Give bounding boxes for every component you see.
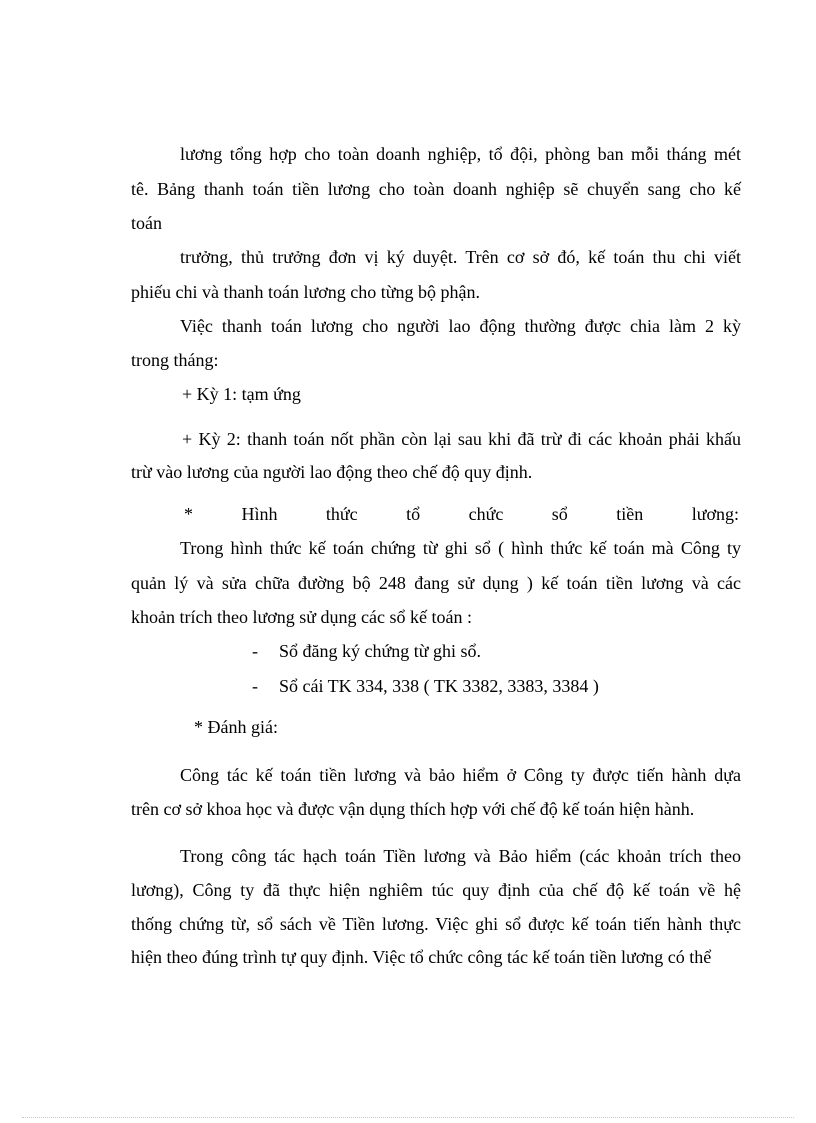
- text-line: Việc thanh toán lương cho người lao động thường được chia làm 2 kỳ: [180, 316, 741, 336]
- text-line: toán: [131, 213, 162, 233]
- text-line: lương), Công ty đã thực hiện nghiêm túc quy định của chế độ kế toán về hệ: [131, 880, 741, 900]
- text-line: trong tháng:: [131, 350, 219, 370]
- text-line: + Kỳ 1: tạm ứng: [182, 384, 301, 404]
- text-line: thống chứng từ, sổ sách về Tiền lương. Việc ghi sổ được kế toán tiến hành thực: [131, 914, 741, 934]
- text-line: trên cơ sở khoa học và được vận dụng thích hợp với chế độ kế toán hiện hành.: [131, 799, 695, 819]
- text-line: trưởng, thủ trưởng đơn vị ký duyệt. Trên cơ sở đó, kế toán thu chi viết: [180, 247, 741, 267]
- text-line: quản lý và sửa chữa đường bộ 248 đang sử dụng ) kế toán tiền lương và các: [131, 573, 741, 593]
- text-line: trừ vào lương của người lao động theo chế độ quy định.: [131, 462, 533, 482]
- text-line: Trong công tác hạch toán Tiền lương và Bảo hiểm (các khoản trích theo: [180, 846, 741, 866]
- list-item: Sổ đăng ký chứng từ ghi sổ.: [279, 641, 482, 661]
- section-heading: * Hình thức tổ chức sổ tiền lương:: [184, 504, 739, 524]
- text-line: khoản trích theo lương sử dụng các sổ kế toán :: [131, 607, 472, 627]
- text-line: lương tổng hợp cho toàn doanh nghiệp, tổ đội, phòng ban mỗi tháng mét: [180, 144, 741, 164]
- page-bottom-divider: [22, 1117, 794, 1118]
- section-heading: * Đánh giá:: [194, 717, 278, 737]
- text-line: Trong hình thức kế toán chứng từ ghi sổ ( hình thức kế toán mà Công ty: [180, 538, 741, 558]
- text-line: + Kỳ 2: thanh toán nốt phần còn lại sau khi đã trừ đi các khoản phải khấu: [182, 429, 741, 449]
- text-line: Công tác kế toán tiền lương và bảo hiểm ở Công ty được tiến hành dựa: [180, 765, 741, 785]
- list-dash: -: [252, 676, 258, 696]
- list-item: Sổ cái TK 334, 338 ( TK 3382, 3383, 3384 ): [279, 676, 599, 696]
- text-line: tê. Bảng thanh toán tiền lương cho toàn doanh nghiệp sẽ chuyển sang cho kế: [131, 179, 741, 199]
- text-line: hiện theo đúng trình tự quy định. Việc tổ chức công tác kế toán tiền lương có thể: [131, 947, 712, 967]
- text-line: phiếu chi và thanh toán lương cho từng bộ phận.: [131, 282, 480, 302]
- list-dash: -: [252, 641, 258, 661]
